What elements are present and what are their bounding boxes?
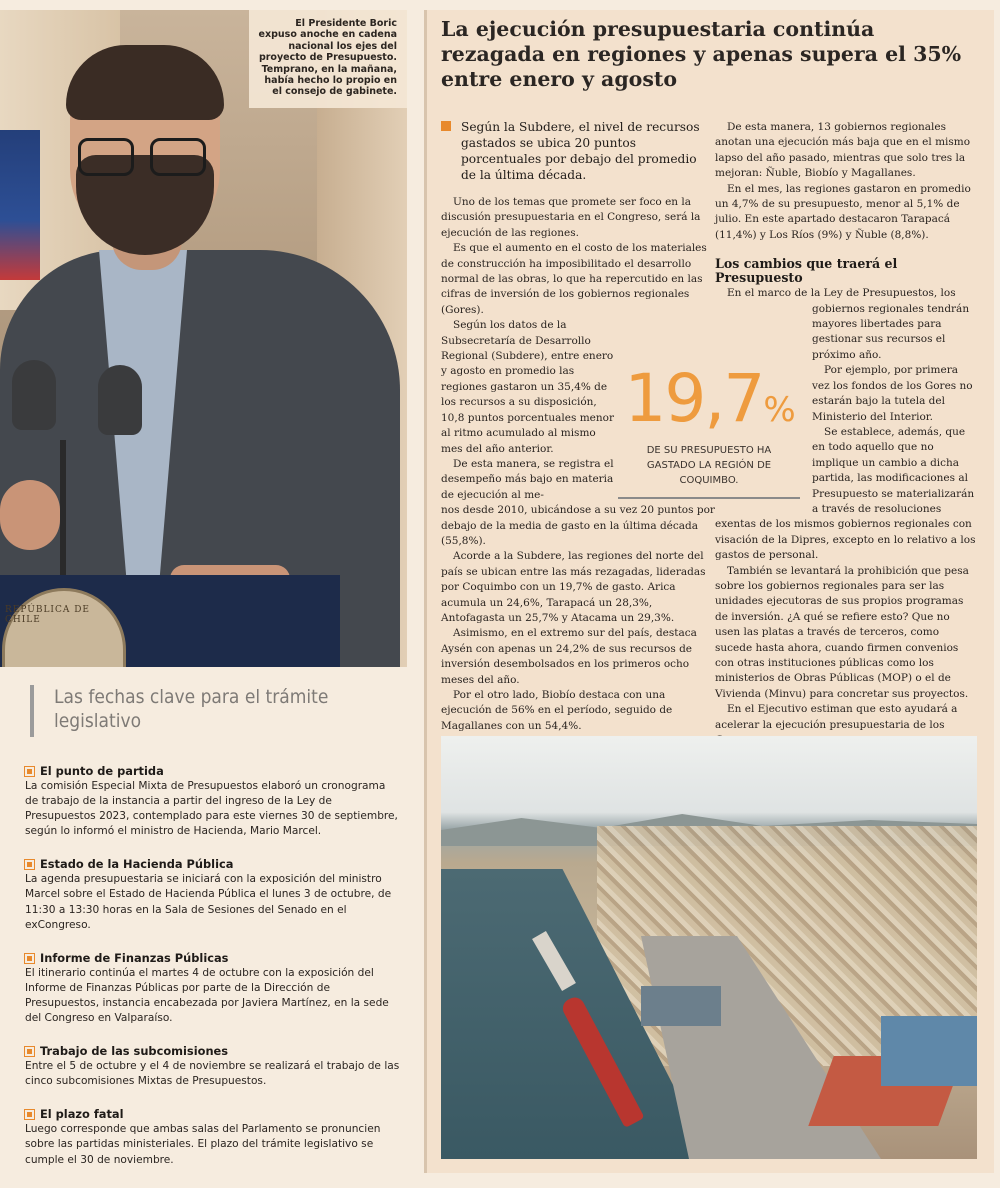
item-heading: Estado de la Hacienda Pública [40,857,234,872]
photo-caption: El Presidente Boric expuso anoche en cadena nacional los ejes del proyecto de Presupuesto. Temprano, en la mañana, había hecho lo propio en el consejo de gabinete. [249,10,407,108]
paragraph: Uno de los temas que promete ser foco en la discusión presupuestaria en el Congreso, será la ejecución de las regiones. [441,196,701,239]
paragraph: Según los datos de la Subsecretaría de Desarrollo Regional (Subdere), entre enero y agosto en promedio las regiones gastaron un 35,4% de los recursos a su disposición, 10,8 puntos porcentuales menor al ritmo acumulado al mismo mes del año anterior. [441,319,614,455]
item-text: La agenda presupuestaria se iniciará con la exposición del ministro Marcel sobre el Estado de Hacienda Pública el lunes 3 de octubre, de 11:30 a 13:30 horas en la Sala de Sesiones del Senado en el exCongreso. [25,873,392,931]
paragraph: Por ejemplo, por primera vez los fondos de los Gores no estarán bajo la tutela del Ministerio del Interior. [812,364,973,423]
square-bullet-icon [25,1047,34,1056]
key-date-item [25,1107,400,1167]
square-bullet-icon [25,767,34,776]
paragraph: Acorde a la Subdere, las regiones del norte del país se ubican entre las más rezagadas, lideradas por Coquimbo con un 19,7% de gasto. Arica acumula un 24,6%, Tarapacá un 28,3%, Antofagasta un 25,7% y Atacama un 29,3%. [441,550,706,624]
stat-number: 19,7% [624,360,794,437]
paragraph: En el marco de la Ley de Presupuestos, los [727,287,956,300]
article-headline: La ejecución presupuestaria continúa rezagada en regiones y apenas supera el 35% entre enero y agosto [441,17,962,91]
square-bullet-icon [25,1110,34,1119]
paragraph: En el Ejecutivo estiman que esto ayudará a acelerar la ejecución presupuestaria de los [715,703,958,731]
paragraph: De esta manera, se registra el desempeño más bajo en materia de ejecución al me- [441,457,614,501]
chile-seal-emblem: REPÚBLICA DE CHILE [2,588,126,667]
flag-graphic [0,130,40,280]
item-heading: Trabajo de las subcomisiones [40,1044,229,1059]
square-bullet-icon [25,860,34,869]
microphone-icon [98,365,142,435]
port-aerial-photo [441,736,977,1159]
paragraph: En el mes, las regiones gastaron en promedio un 4,7% de su presupuesto, menor al 5,1% de julio. En este apartado destacaron Tarapacá (11,4%) y Los Ríos (9%) y Ñuble (8,8%). [715,182,971,241]
item-text: La comisión Especial Mixta de Presupuestos elaboró un cronograma de trabajo de la instancia a partir del ingreso de la Ley de Presupuestos 2023, contemplado para este viernes 30 de septiembre, según lo informó el ministro de Hacienda, Mario Marcel. [25,780,398,838]
microphone-icon [12,360,56,430]
item-text: Entre el 5 de octubre y el 4 de noviembre se realizará el trabajo de las cinco subcomisiones Mixtas de Presupuestos. [25,1060,400,1088]
item-text: Luego corresponde que ambas salas del Parlamento se pronuncien sobre las partidas ministeriales. El plazo del trámite legislativo se cumple el 30 de noviembre. [25,1123,381,1166]
article-lead [441,119,711,183]
paragraph: Por el otro lado, Biobío destaca con una ejecución de 56% en el período, seguido de Magallanes con un 54,4%. [441,689,673,732]
item-heading: Informe de Finanzas Públicas [40,950,229,965]
key-date-item [25,857,400,932]
lead-text: Según la Subdere, el nivel de recursos gastados se ubica 20 puntos porcentuales por debajo del promedio de la última década. [461,120,700,182]
item-heading: El plazo fatal [40,1107,124,1122]
paragraph: exentas de los mismos gobiernos regionales con visación de la Dipres, excepto en lo relativo a los gastos de personal. [715,518,976,562]
subheading: Los cambios que traerá el Presupuesto [715,256,898,286]
key-date-item [25,764,400,839]
paragraph: Es que el aumento en el costo de los materiales de construcción ha imposibilitado el desarrollo normal de las obras, lo que ha repercutido en las cifras de inversión de los gobiernos regionales (Gores). [441,242,707,316]
key-dates-box [25,685,400,1168]
square-bullet-icon [441,121,451,131]
key-date-item [25,1044,400,1089]
square-bullet-icon [25,954,34,963]
paragraph: gobiernos regionales tendrán mayores libertades para gestionar sus recursos el próximo año. [812,302,970,361]
president-photo [0,10,407,667]
sidebar-accent-bar [30,685,34,737]
paragraph: También se levantará la prohibición que pesa sobre los gobiernos regionales para ser las unidades ejecutoras de sus propios programas de inversión. ¿A qué se refiere esto? Que no usen las platas a través de terceros, como sucede hasta ahora, cuando firmen convenios con otras instituciones públicas como los ministerios de Obras Públicas (MOP) o el de Vivienda (Minvu) para concretar sus proyectos. [715,564,969,700]
item-heading: El punto de partida [40,764,164,778]
sidebar-title: Las fechas clave para el trámite legislativo [54,686,329,732]
key-date-item [25,951,400,1026]
paragraph: nos desde 2010, ubicándose a su vez 20 puntos por debajo de la media de gasto en la última década (55,8%). [441,504,715,547]
item-text: El itinerario continúa el martes 4 de octubre con la exposición del Informe de Finanzas Públicas por parte de la Dirección de Presupuestos, instancia encabezada por Javiera Martínez, en la sede del Congreso en Valparaíso. [25,966,389,1025]
stat-description: DE SU PRESUPUESTO HA GASTADO LA REGIÓN DE COQUIMBO. [646,445,772,486]
paragraph: Se establece, además, que en todo aquello que no implique un cambio a dicha partida, las modificaciones al Presupuesto se materializarán a través de resoluciones [812,425,975,515]
paragraph: Asimismo, en el extremo sur del país, destaca Aysén con apenas un 24,2% de sus recursos de inversión desembolsados en los primeros ocho meses del año. [441,627,697,686]
paragraph: De esta manera, 13 gobiernos regionales anotan una ejecución más baja que en el mismo lapso del año pasado, mientras que solo tres la mejoran: Ñuble, Biobío y Magallanes. [715,121,971,180]
article-column-2 [715,120,977,748]
